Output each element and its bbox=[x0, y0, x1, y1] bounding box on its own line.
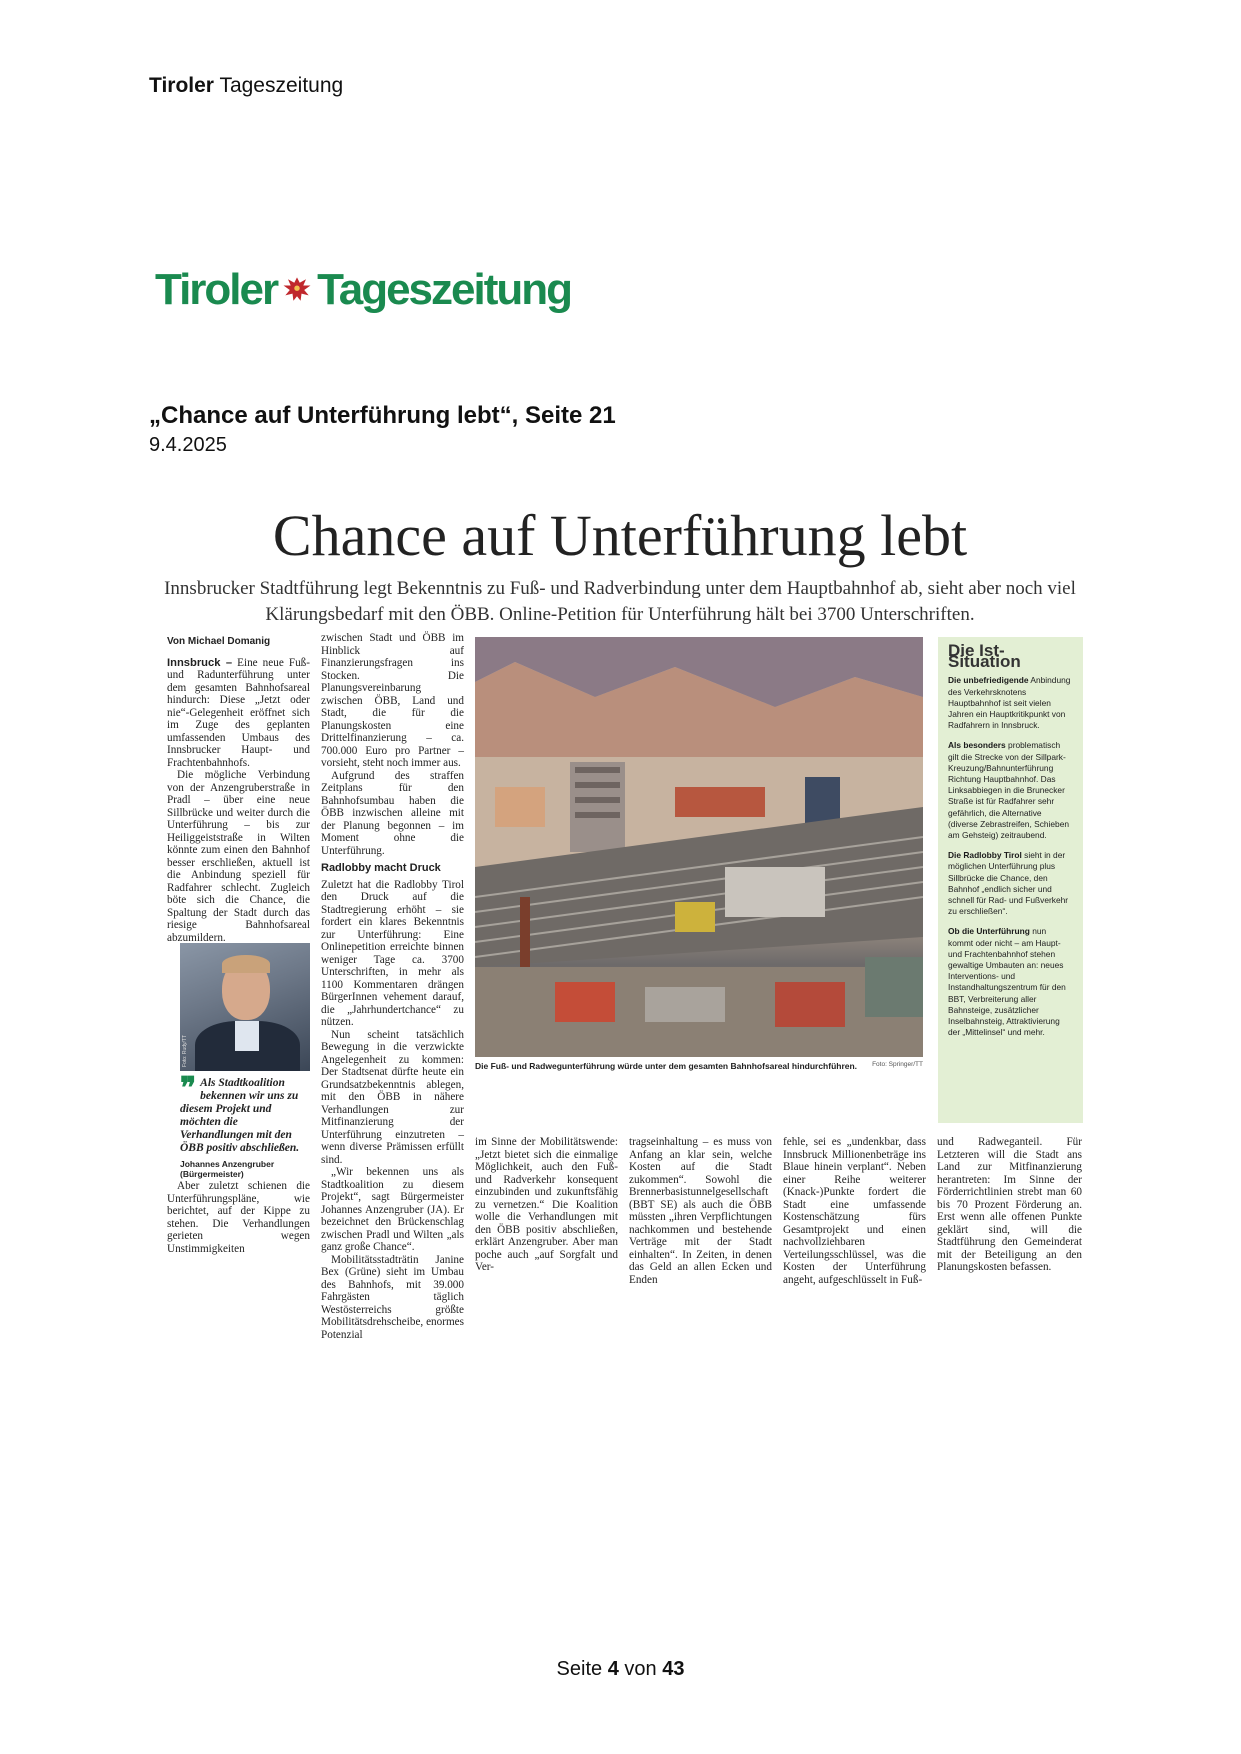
eagle-icon bbox=[279, 272, 315, 308]
article-headline: Chance auf Unterführung lebt bbox=[272, 503, 968, 568]
article-column-6: und Radweganteil. Für Letzteren will die Stadt ans Land zur Mitfinanzierung herantreten: Im Sinne der Förderrichtlinien strebt man 60 bis 70 Prozent Förderung an. Erst wenn alle offenen Punkte geklärt sind, will die Stadtführung den Gemeinderat mit der Beteiligung an den Planungskosten befassen. bbox=[937, 1136, 1082, 1273]
brand-header: Tiroler Tageszeitung bbox=[149, 74, 344, 97]
info-sidebox: Die Ist-Situation Die unbefriedigende Anbindung des Verkehrsknotens Hauptbahnhof ist seit vielen Jahren ein Hauptkritikpunkt von Radfahrern in Innsbruck. Als besonders problematisch gilt die Strecke von der Sillpark-Kreuzung/Bahnunterführung Richtung Hauptbahnhof. Das Linksabbiegen in die Brunecker Straße ist für Radfahrer sehr gefährlich, die Alternative (diverse Zebrastreifen, Schieben am Gehsteig) zeitraubend. Die Radlobby Tirol sieht in der möglichen Unterführung plus Sillbrücke die Chance, den Bahnhof „endlich sicher und schnell für Rad- und Fußverkehr zu erschließen“. Ob die Unterführung nun kommt oder nicht – am Haupt- und Frachtenbahnhof stehen gewaltige Umbauten an: neues Interventions- und Instandhaltungszentrum für den BBT, Verbreiterung aller Bahnsteige, zusätzlicher Inselbahnsteig, Attraktivierung der „Mittelinsel“ und mehr. bbox=[938, 637, 1083, 1123]
subheading: Radlobby macht Druck bbox=[321, 862, 441, 874]
article-column-5: fehle, sei es „undenkbar, dass Innsbruck Millionenbeträge ins Blaue hinein verplant“. Neben einer Reihe weiterer (Knack-)Punkte fordert die Stadt eine umfassende Kostenschätzung fürs Gesamtprojekt und einen nachvollziehbaren Verteilungsschlüssel, was die Kosten der Unterführung angeht, aufgeschlüsselt in Fuß- bbox=[783, 1136, 926, 1286]
sidebox-title: Die Ist-Situation bbox=[948, 641, 1021, 672]
portrait-credit: Foto: Rudy/TT bbox=[182, 1035, 188, 1067]
portrait-photo bbox=[180, 943, 310, 1071]
pull-quote: ❞ Als Stadtkoalition bekennen wir uns zu diesem Projekt und möchten die Verhandlungen mit den ÖBB positiv abschließen. Johannes Anzengruber (Bürgermeister) bbox=[180, 1072, 300, 1179]
article-column-1-bottom: Aber zuletzt schienen die Unterführungspläne, wie berichtet, auf der Kippe zu stehen. Die Verhandlungen gerieten wegen Unstimmigkeiten bbox=[167, 1180, 310, 1255]
article-subheadline: Innsbrucker Stadtführung legt Bekenntnis zu Fuß- und Radverbindung unter dem Hauptbahnhof ab, sieht aber noch viel Klärungsbedarf mit den ÖBB. Online-Petition für Unterführung hält bei 3700 Unterschriften. bbox=[164, 578, 1076, 625]
station-aerial-photo bbox=[475, 637, 923, 1057]
newspaper-clipping bbox=[155, 500, 1085, 1341]
city-illustration bbox=[475, 637, 923, 1057]
page-footer: Seite 4 von 43 bbox=[556, 1658, 685, 1680]
article-column-3: im Sinne der Mobilitätswende: „Jetzt bietet sich die einmalige Möglichkeit, auch den Fuß- und Radverkehr konsequent einzubinden und zukunftsfähig zu vernetzen.“ Die Koalition wolle die Verhandlungen mit den ÖBB positiv abschließen, erklärt Anzengruber. Aber man poche auch „auf Sorgfalt und Ver- bbox=[475, 1136, 618, 1273]
article-column-2: zwischen Stadt und ÖBB im Hinblick auf Finanzierungsfragen ins Stocken. Die Planungsvereinbarung zwischen ÖBB, Land und Stadt, die für die Planungskosten eine Drittelfinanzierung – ca. 700.000 Euro pro Partner – vorsieht, steht noch immer aus. Aufgrund des straffen Zeitplans für den Bahnhofsumbau haben die ÖBB inzwischen alleine mit der Planung begonnen – im Moment ohne die Unterführung. Radlobby macht Druck Zuletzt hat die Radlobby Tirol den Druck auf die Stadtregierung erhöht – sie fordert ein klares Bekenntnis zur Unterführung: Eine Onlinepetition erreichte binnen weniger Tage ca. 3700 Unterschriften, in mehr als 1100 Kommentaren drängen BürgerInnen vehement darauf, die „Jahrhundertchance“ zu nützen. Nun scheint tatsächlich Bewegung in die verzwickte Angelegenheit zu kommen: Der Stadtsenat dürfte heute ein Grundsatzbekenntnis ablegen, mit den ÖBB in nähere Verhandlungen zur Mitfinanzierung der Unterführung einzutreten – wenn diverse Prämissen erfüllt sind. „Wir bekennen uns als Stadtkoalition zu diesem Projekt“, sagt Bürgermeister Johannes Anzengruber (JA). Er bezeichnet den Brückenschlag zwischen Pradl und Wilten „als ganz große Chance“. Mobilitätsstadträtin Janine Bex (Grüne) sieht im Umbau des Bahnhofs, mit 39.000 Fahrgästen täglich Westösterreichs größte Mobilitätsdrehscheibe, enormes Potenzial bbox=[321, 632, 464, 1341]
byline: Von Michael Domanig bbox=[167, 636, 271, 647]
photo-credit: Foto: Springer/TT bbox=[872, 1061, 923, 1068]
article-date: 9.4.2025 bbox=[149, 434, 227, 456]
quote-mark-icon: ❞ bbox=[180, 1072, 197, 1105]
article-reference-title: „Chance auf Unterführung lebt“, Seite 21 bbox=[149, 402, 616, 429]
article-column-4: tragseinhaltung – es muss von Anfang an klar sein, welche Kosten auf die Stadt zukommen“. Sowohl die Brennerbasistunnelgesellschaft (BBT SE) als auch die ÖBB müssten „ihren Verpflichtungen nachkommen und bestehende Verträge mit der Stadt einhalten“. In Zeiten, in denen das Geld an allen Ecken und Enden bbox=[629, 1136, 772, 1286]
newspaper-logo: Tiroler Tageszeitung bbox=[155, 265, 572, 314]
photo-caption: Die Fuß- und Radwegunterführung würde unter dem gesamten Bahnhofsareal hindurchführen. Foto: Springer/TT bbox=[475, 1061, 923, 1071]
article-column-1: Von Michael Domanig Innsbruck – Eine neue Fuß- und Radunterführung unter dem gesamten Bahnhofsareal hindurch: Diese „Jetzt oder nie“-Gelegenheit eröffnet sich im Zuge des geplanten umfassenden Umbaus des Innsbrucker Haupt- und Frachtenbahnhofs. Die mögliche Verbindung von der Anzengruberstraße in Pradl – über eine neue Sillbrücke und weiter durch die Unterführung – bis zur Heiliggeiststraße in Wilten könnte zum einen den Bahnhof besser erschließen, aktuell ist die Anbindung speziell für Radfahrer schlecht. Zugleich böte sich die Chance, die Spaltung der Stadt durch das riesige Bahnhofsareal abzumildern. bbox=[167, 636, 310, 944]
